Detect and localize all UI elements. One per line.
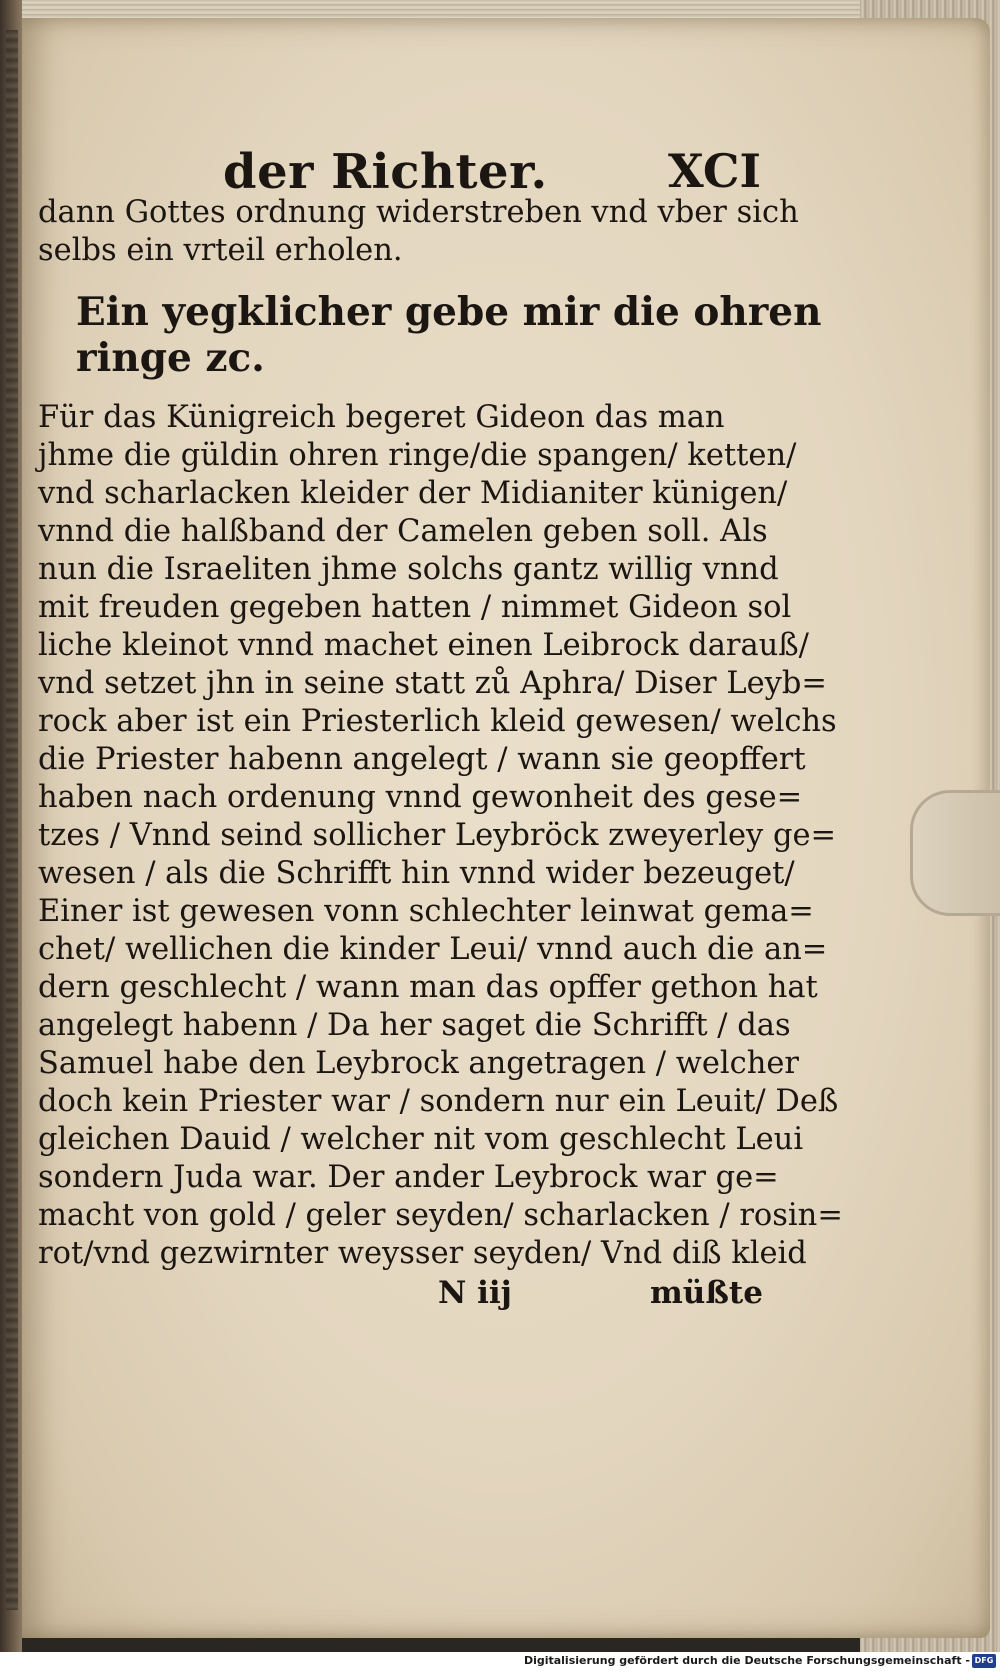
continuation-line: selbs ein vrteil erholen. bbox=[38, 233, 403, 268]
folio-number: XCI bbox=[668, 144, 762, 198]
body-line: macht von gold / geler seyden/ scharlacken / rosin= bbox=[38, 1198, 843, 1233]
signature-mark: N iij bbox=[438, 1275, 512, 1311]
body-line: vnnd die halßband der Camelen geben soll. Als bbox=[38, 514, 768, 549]
body-line: vnd setzet jhn in seine statt zů Aphra/ Diser Leyb= bbox=[38, 666, 827, 701]
page-header bbox=[38, 140, 798, 200]
continuation-line: dann Gottes ordnung widerstreben vnd vber sich bbox=[38, 195, 799, 230]
body-line: nun die Israeliten jhme solchs gantz willig vnnd bbox=[38, 552, 779, 587]
book-clasp bbox=[910, 790, 1000, 916]
section-heading: Ein yegklicher gebe mir die ohren bbox=[76, 289, 822, 335]
body-line: Für das Künigreich begeret Gideon das man bbox=[38, 400, 725, 435]
section-heading: ringe zc. bbox=[76, 335, 265, 381]
body-line: mit freuden gegeben hatten / nimmet Gideon sol bbox=[38, 590, 792, 625]
body-line: wesen / als die Schrifft hin vnnd wider bezeuget/ bbox=[38, 856, 795, 891]
funding-credit: Digitalisierung gefördert durch die Deutsche Forschungsgemeinschaft - bbox=[523, 1654, 970, 1667]
body-line: haben nach ordenung vnnd gewonheit des gese= bbox=[38, 780, 803, 815]
catchword: müßte bbox=[650, 1275, 763, 1311]
body-line: Samuel habe den Leybrock angetragen / welcher bbox=[38, 1046, 799, 1081]
body-line: vnd scharlacken kleider der Midianiter künigen/ bbox=[38, 476, 788, 511]
body-line: sondern Juda war. Der ander Leybrock war ge= bbox=[38, 1160, 779, 1195]
gutter-page-edges bbox=[6, 30, 18, 1610]
body-line: Einer ist gewesen vonn schlechter leinwat gema= bbox=[38, 894, 814, 929]
body-line: doch kein Priester war / sondern nur ein Leuit/ Deß bbox=[38, 1084, 839, 1119]
body-line: liche kleinot vnnd machet einen Leibrock darauß/ bbox=[38, 628, 809, 663]
body-line: rot/vnd gezwirnter weysser seyden/ Vnd diß kleid bbox=[38, 1236, 807, 1271]
body-line: dern geschlecht / wann man das opffer gethon hat bbox=[38, 970, 818, 1005]
running-title: der Richter. bbox=[223, 144, 548, 200]
footer-bar bbox=[0, 1652, 1000, 1672]
body-line: tzes / Vnnd seind sollicher Leybröck zweyerley ge= bbox=[38, 818, 837, 853]
body-line: jhme die güldin ohren ringe/die spangen/ ketten/ bbox=[38, 438, 797, 473]
book-gutter bbox=[0, 0, 22, 1652]
body-line: chet/ wellichen die kinder Leui/ vnnd auch die an= bbox=[38, 932, 828, 967]
body-line: angelegt habenn / Da her saget die Schrifft / das bbox=[38, 1008, 791, 1043]
dfg-logo-icon: DFG bbox=[972, 1654, 996, 1668]
body-line: die Priester habenn angelegt / wann sie geopffert bbox=[38, 742, 806, 777]
body-line: gleichen Dauid / welcher nit vom geschlecht Leui bbox=[38, 1122, 804, 1157]
body-line: rock aber ist ein Priesterlich kleid gewesen/ welchs bbox=[38, 704, 837, 739]
